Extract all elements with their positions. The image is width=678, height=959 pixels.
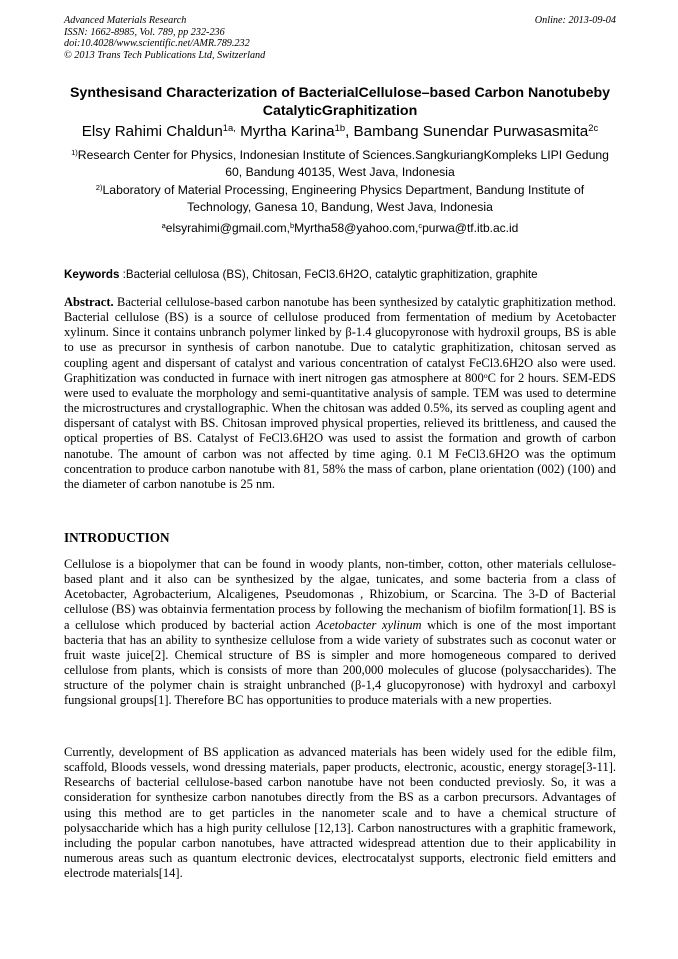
intro-paragraph-1: Cellulose is a biopolymer that can be found in woody plants, non-timber, cotton, other materials cellulose-based plant and it also can be synthesized by the algae, tunicates, and some bacteria from a class of Acetobacter, Agrobacterium, Alcaligenes, Pseudomonas , Rhizobium, or Scarcina. The 3-D of Bacterial cellulose (BS) was obtainvia fermentation process by following the mechanism of biofilm formation[1]. BS is a cellulose which produced by bacterial action Acetobacter xylinum which is one of the most important bacteria that has an ability to synthesize cellulose from a wide variety of substrates such as coconut water or fruit waste juice[2]. Chemical structure of BS is simpler and more homogeneous compared to derived cellulose from plants, which is consists of more than 200,000 molecules of glucose (polysaccharides). The structure of the polymer chain is straight unbranched (β-1,4 glucopyronose) with hydroxyl and carboxyl fungsional groups[1]. Therefore BC has opportunities to produce materials with a new properties. [64, 557, 616, 708]
intro-paragraph-2: Currently, development of BS application as advanced materials has been widely used for the edible film, scaffold, Bloods vessels, wond dressing materials, paper products, electronic, acoustic, energy storage[3-11]. Researchs of bacterial cellulose-based carbon nanotube have not been conducted previosly. So, it was a consideration for synthesize carbon nanotubes directly from the BS as a carbon precursors. Advantages of using this method are to get particles in the nanometer scale and to have a chemical structure of polysaccharide which has a high purity cellulose [12,13]. Carbon nanostructures with a graphitic framework, including the popular carbon nanotubes, have attracted widespread attention due to their applicability in numerous areas such as quantum electronic devices, electrocatalyst supports, electronic field emitters and electrode materials[14]. [64, 745, 616, 881]
section-heading-introduction: INTRODUCTION [64, 530, 170, 545]
keywords-text: :Bacterial cellulosa (BS), Chitosan, FeCl3.6H2O, catalytic graphitization, graphite [119, 268, 538, 281]
affiliation-1 [64, 147, 616, 180]
email-address[interactable]: purwa@tf.itb.ac.id [422, 221, 519, 235]
keywords [64, 267, 616, 282]
email-address[interactable]: elsyrahimi@gmail.com [165, 221, 287, 235]
journal-name: Advanced Materials Research [64, 15, 187, 26]
degree-sup: o [483, 370, 488, 380]
species-name: Acetobacter xylinum [316, 617, 422, 632]
paper-title: Synthesisand Characterization of BacterialCellulose–based Carbon Nanotubeby CatalyticGraphitization [69, 85, 611, 119]
author-name: Elsy Rahimi Chaldun [81, 123, 223, 140]
affiliation-mark: 2) [95, 182, 103, 192]
author-list: Elsy Rahimi Chaldun$^{1a,}$ Myrtha Karina$^{1b}$, Bambang Sunendar Purwasasmita$^{2c}$ [81, 121, 599, 140]
author-name: Myrtha Karina [240, 123, 335, 140]
email-mark: c [418, 220, 423, 230]
affiliation-2 [64, 182, 616, 215]
email-list: $^a$elsyrahimi@gmail.com,$^b$Myrtha58@yahoo.com,$^c$purwa@tf.itb.ac.id [161, 220, 519, 235]
affiliation-text: Research Center for Physics, Indonesian Institute of Sciences.SangkuriangKompleks LIPI Gedung 60, Bandung 40135, West Java, Indonesia [77, 148, 609, 179]
email-mark: a [161, 220, 166, 230]
abstract-label: Abstract. [64, 295, 114, 309]
journal-issn: ISSN: 1662-8985, Vol. 789, pp 232-236 [64, 26, 225, 38]
journal-header [64, 15, 616, 61]
author-sup: 1a, [222, 121, 236, 133]
affiliation-mark: 1) [71, 147, 78, 157]
abstract-text: Bacterial cellulose-based carbon nanotube has been synthesized by catalytic graphitization method. Bacterial cellulose (BS) is a source of cellulose produced from fermentation of medium by Acetobacter xylinum. Since it contains unbranch polymer linked by β-1.4 glucopyronose with hydroxil groups, BS is able to use as precursor in synthesis of carbon nanotube. Due to catalytic graphitization, chitosan served as coupling agent and dispersant of catalyst and various concentration of catalyst FeCl3.6H2O also were used. Graphitization was conducted in furnace with inert nitrogen gas atmosphere at 800 [64, 295, 616, 385]
author-sup: 2c [588, 121, 599, 133]
abstract [64, 295, 616, 492]
email-address[interactable]: Myrtha58@yahoo.com [294, 221, 416, 235]
keywords-label: Keywords [64, 268, 120, 281]
author-sup: 1b [334, 121, 346, 133]
journal-copyright: © 2013 Trans Tech Publications Ltd, Switzerland [64, 49, 266, 61]
journal-doi: doi:10.4028/www.scientific.net/AMR.789.232 [64, 38, 250, 50]
abstract-text-cont: C for 2 hours. SEM-EDS were used to evaluate the morphology and semi-quantitative analysis of sample. TEM was used to determine the microstructures and crystallographic. When the chitosan was added 0.5%, its served as coupling agent and dispersant of catalyst with BS. Chitosan improved physical properties, relieved its brittleness, and caused the optical properties of BS. Catalyst of FeCl3.6H2O was used to assist the formation and growth of carbon nanotube. The amount of carbon was not affected by time aging. 0.1 M FeCl3.6H2O was the optimum concentration to produce carbon nanotube with 81, 58% the mass of carbon, plane orientation (002) (100) and the diameter of carbon nanotube is 25 nm. [64, 370, 616, 491]
author-name: Bambang Sunendar Purwasasmita [353, 123, 589, 140]
affiliation-text: Laboratory of Material Processing, Engineering Physics Department, Bandung Institute of Technology, Ganesa 10, Bandung, West Java, Indonesia [102, 183, 585, 214]
email-mark: b [290, 220, 295, 230]
online-date: Online: 2013-09-04 [534, 15, 616, 26]
